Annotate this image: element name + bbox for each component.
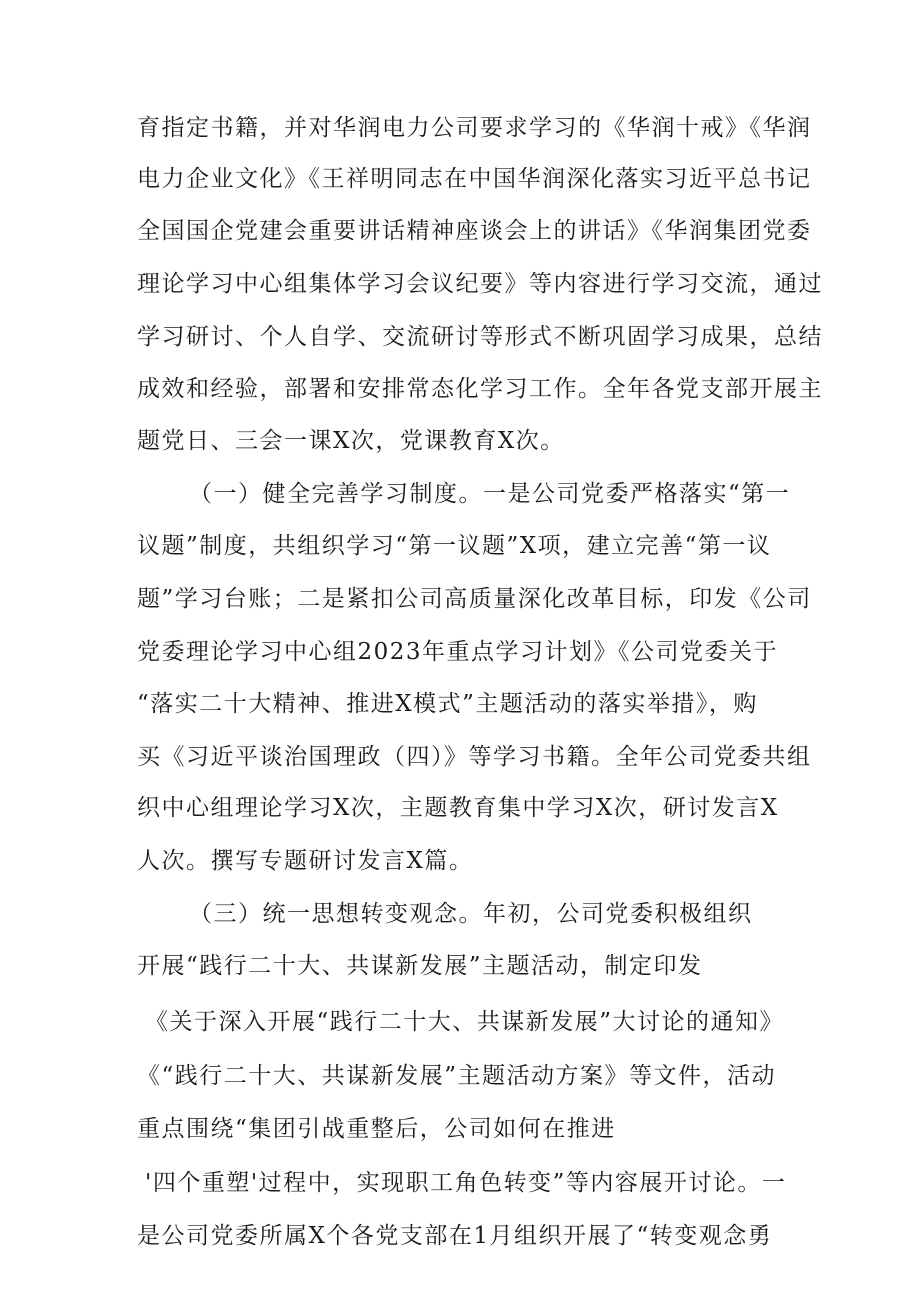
text-line: 题”学习台账；二是紧扣公司高质量深化改革目标，印发《公司 — [137, 586, 812, 612]
text-line: '四个重塑'过程中，实现职工角色转变”等内容展开讨论。一 — [145, 1170, 787, 1196]
text-line: 题党日、三会一课X次，党课教育X次。 — [137, 428, 565, 454]
text-line: 织中心组理论学习X次，主题教育集中学习X次，研讨发言X — [137, 795, 779, 821]
text-line: 成效和经验，部署和安排常态化学习工作。全年各党支部开展主 — [137, 376, 823, 402]
text-line: 全国国企党建会重要讲话精神座谈会上的讲话》《华润集团党委 — [137, 218, 812, 244]
text-line: 人次。撰写专题研讨发言X篇。 — [137, 848, 474, 874]
section-heading-line: （三）统一思想转变观念。年初，公司党委积极组织 — [189, 901, 753, 927]
text-line: 是公司党委所属X个各党支部在1月组织开展了“转变观念勇 — [137, 1223, 773, 1249]
text-line: 电力企业文化》《王祥明同志在中国华润深化落实习近平总书记 — [137, 166, 812, 192]
text-line: 理论学习中心组集体学习会议纪要》等内容进行学习交流，通过 — [137, 271, 823, 297]
text-line: 《关于深入开展“践行二十大、共谋新发展”大讨论的通知》 — [145, 1009, 785, 1035]
text-line: 开展“践行二十大、共谋新发展”主题活动，制定印发 — [137, 953, 703, 979]
text-line: 重点围绕“集团引战重整后，公司如何在推进 — [137, 1116, 616, 1142]
text-line: 学习研讨、个人自学、交流研讨等形式不断巩固学习成果，总结 — [137, 324, 823, 350]
text-line: 议题”制度，共组织学习“第一议题”X项，建立完善“第一议 — [137, 533, 772, 559]
text-line: 买《习近平谈治国理政（四）》等学习书籍。全年公司党委共组 — [137, 744, 812, 770]
text-line: 《“践行二十大、共谋新发展”主题活动方案》等文件，活动 — [137, 1063, 777, 1089]
text-line: 育指定书籍，并对华润电力公司要求学习的《华润十戒》《华润 — [137, 115, 812, 141]
text-line: “落实二十大精神、推进X模式”主题活动的落实举措》，购 — [137, 691, 758, 717]
section-heading-line: （一）健全完善学习制度。一是公司党委严格落实“第一 — [189, 481, 791, 507]
text-line: 党委理论学习中心组2023年重点学习计划》《公司党委关于 — [137, 639, 779, 665]
